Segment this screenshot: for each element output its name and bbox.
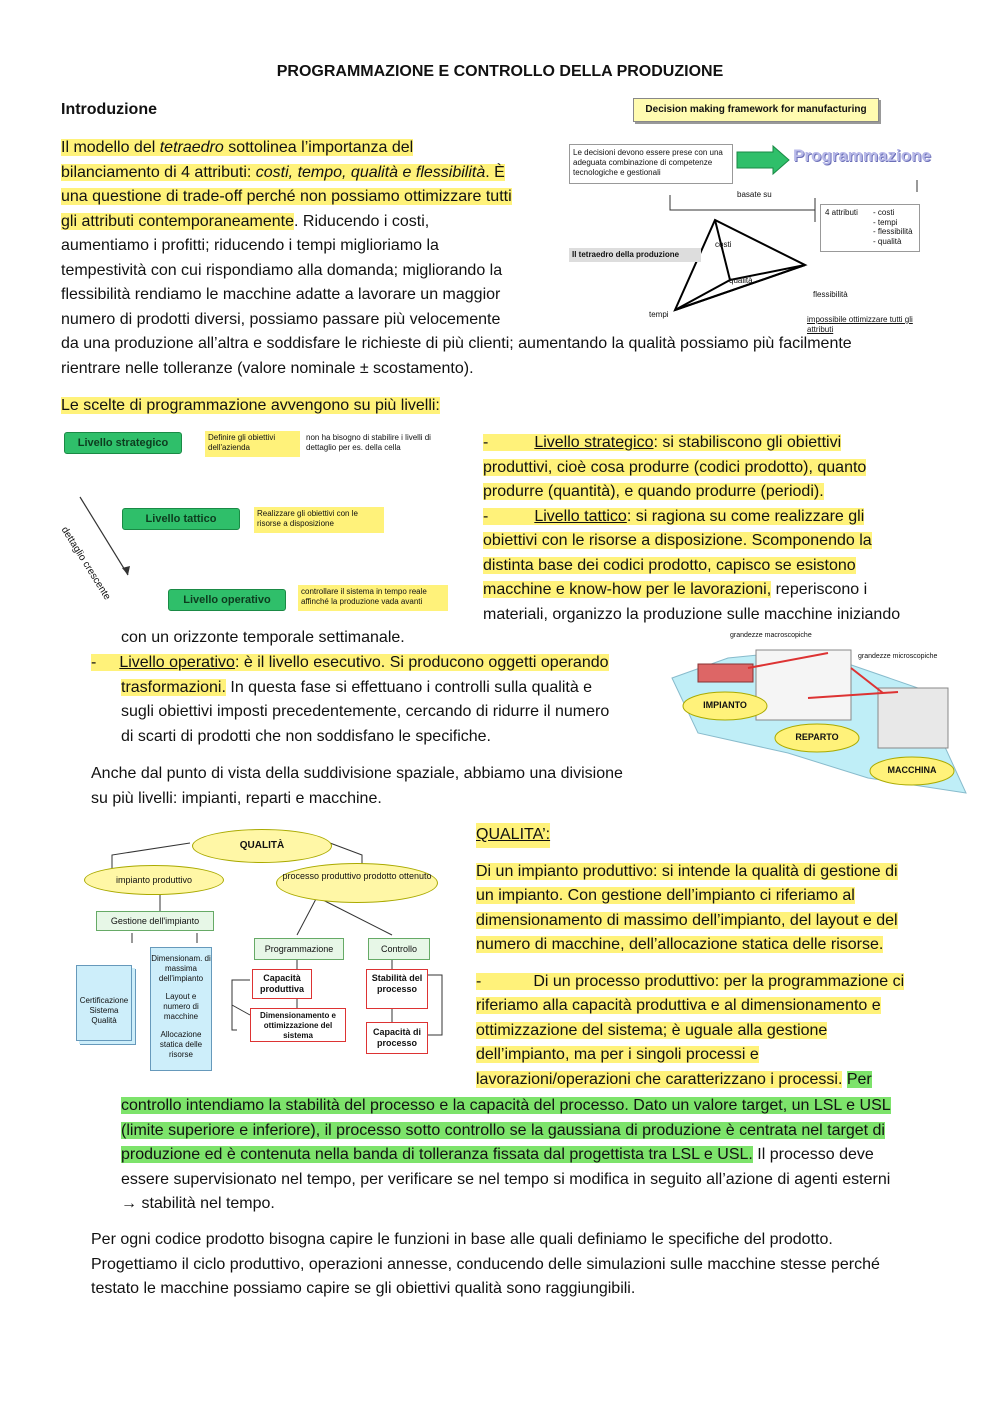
dimensionamento-ottimizzazione-node: Dimensionamento e ottimizzazione del sistema	[250, 1008, 346, 1042]
controllo-node: Controllo	[368, 938, 430, 960]
stabilita-node: Stabilità del processo	[366, 969, 428, 1009]
plant-machines-icon	[698, 664, 753, 682]
programmazione-node: Programmazione	[254, 938, 344, 960]
tattico-continuation: con un orizzonte temporale settimanale.	[121, 629, 405, 646]
intro-paragraph: Il modello del tetraedro sottolinea l’importanza del bilanciamento di 4 attributi: costi, tempo, qualità e flessibilità. È una questione di trade-off perché non possiamo ottimizzare tutti gli attributi contemporaneamente. Riducendo i costi, aumentiamo i profitti; riducendo i tempi miglioriamo la tempestività con cui rispondiamo alla domanda; migliorando la flessibilità rendiamo le macchine adatte a lavorare un maggior numero di prodotti diversi, possiamo passare più velocemente	[61, 139, 512, 328]
gestione-node: Gestione dell'impianto	[96, 911, 214, 931]
green-arrow-icon	[737, 146, 789, 174]
reparto-map-icon	[756, 650, 851, 720]
livello-operativo-text: - Livello operativo: è il livello esecutivo. Si producono oggetti operando trasformazioni. In questa fase si effettuano i controlli sulla qualità e sugli obiettivi imposti precedentemente, cercando di ridurre il numero di scarti di prodotti che non soddisfano le specifiche.	[91, 654, 610, 745]
qualita-label: qualità	[729, 276, 753, 285]
programmazione-label: Programmazione	[793, 146, 931, 165]
attributi-box: 4 attributi - costi - tempi - flessibilità - qualità	[820, 204, 920, 252]
livello-tattico-box: Livello tattico	[122, 508, 240, 530]
operativo-note: controllare il sistema in tempo reale affinché la produzione vada avanti	[298, 585, 448, 611]
strategico-note2: non ha bisogno di stabilire i livelli di dettaglio per es. della cella	[306, 433, 431, 452]
dettaglio-arrow-icon	[60, 425, 460, 615]
tattico-note: Realizzare gli obiettivi con le risorse a disposizione	[254, 507, 384, 533]
impianto-label: IMPIANTO	[703, 700, 747, 710]
dimensionamento-node: Dimensionam. di massima dell'impianto Layout e numero di macchine Allocazione statica delle risorse	[150, 947, 212, 1071]
qualita-diagram	[72, 825, 472, 1080]
impianto-node: impianto produttivo	[84, 865, 224, 895]
decision-box: Le decisioni devono essere prese con una adeguata combinazione di competenze tecnologiche e gestionali	[569, 144, 733, 184]
macchina-label: MACCHINA	[887, 765, 937, 775]
tetraedro-label: Il tetraedro della produzione	[569, 248, 701, 262]
processo-node: processo produttivo prodotto ottenuto	[276, 863, 438, 903]
framework-title: Decision making framework for manufacturing	[633, 98, 879, 122]
page-title: PROGRAMMAZIONE E CONTROLLO DELLA PRODUZIONE	[276, 63, 724, 80]
basate-su-label: basate su	[737, 190, 772, 199]
strategico-note: Definire gli obiettivi dell'azienda	[205, 431, 300, 457]
capacita-processo-node: Capacità di processo	[366, 1022, 428, 1054]
livello-operativo-box: Livello operativo	[168, 589, 286, 611]
reparto-label: REPARTO	[795, 732, 839, 742]
spaziale-paragraph: Anche dal punto di vista della suddivisione spaziale, abbiamo una divisione su più livelli: impianti, reparti e macchine.	[91, 765, 623, 807]
plant-diagram	[668, 628, 970, 800]
qualita-text: QUALITA’: Di un impianto produttivo: si intende la qualità di gestione di un impianto. Con gestione dell’impianto ci riferiamo al dimensionamento di massimo dell’impianto, del layout e del numero di macchine, dell’allocazione statica delle risorse. - Di un processo produttivo: per la programmazione ci riferiamo alla capacità produttiva e al dimensionamento e ottimizzazione del sistema; è uguale alla gestione dell’impianto, ma per i singoli processi e lavorazioni/operazioni che caratterizzano i processi. Per	[476, 823, 946, 1092]
macro-label: grandezze macroscopiche	[730, 632, 812, 639]
capacita-produttiva-node: Capacità produttiva	[252, 969, 312, 999]
livelli-diagram	[60, 425, 460, 615]
costi-label: costi	[715, 240, 732, 249]
controllo-paragraph: controllo intendiamo la stabilità del processo e la capacità del processo. Dato un valore target, un LSL e USL (limite superiore e inferiore), il processo sotto controllo se la gaussiana di produzione è centrata nel target di produzione ed è contenuta nella banda di tolleranza fissata dal progettista tra LSL e USL. Il processo deve essere supervisionato nel tempo, per verificare se nel tempo si modifica in seguito all’azione di agenti esterni → stabilità nel tempo.	[121, 1097, 891, 1212]
macchina-icon	[878, 688, 948, 748]
livelli-intro: Le scelte di programmazione avvengono su più livelli:	[61, 397, 440, 414]
livelli-text: - Livello strategico: si stabiliscono gli obiettivi produttivi, cioè cosa produrre (codici prodotto), quanto produrre (quantità), e quando produrre (periodi). - Livello tattico: si ragiona su come realizzare gli obiettivi con le risorse a disposizione. Scomponendo la distinta base dei codici prodotto, capisco se esistono macchine e know-how per le lavorazioni, reperiscono i materiali, organizzo la produzione sulle macchine iniziando	[483, 434, 901, 623]
intro-heading: Introduzione	[61, 101, 157, 118]
livello-strategico-box: Livello strategico	[64, 432, 182, 454]
framework-diagram	[565, 90, 935, 334]
impossibile-label: impossibile ottimizzare tutti gli attributi	[807, 315, 913, 334]
dettaglio-label: dettaglio crescente	[58, 525, 113, 603]
final-paragraph: Per ogni codice prodotto bisogna capire le funzioni in base alle quali definiamo le specifiche del prodotto. Progettiamo il ciclo produttivo, operazioni annesse, conducendo delle simulazioni sulle macchine stesse perché testato le macchine possiamo capire se gli obiettivi qualità sono raggiungibili.	[91, 1231, 880, 1297]
micro-label: grandezze microscopiche	[858, 653, 938, 660]
flessibilita-label: flessibilità	[813, 290, 848, 299]
intro-continuation: da una produzione all’altra e soddisfare le richieste di più clienti; aumentando la qualità possiamo più facilmente rientrare nelle tolleranze (valore nominale ± scostamento).	[61, 335, 852, 377]
certificazione-node: Certificazione Sistema Qualità	[76, 965, 132, 1041]
tempi-label: tempi	[649, 310, 669, 319]
qualita-root: QUALITÀ	[192, 829, 332, 863]
